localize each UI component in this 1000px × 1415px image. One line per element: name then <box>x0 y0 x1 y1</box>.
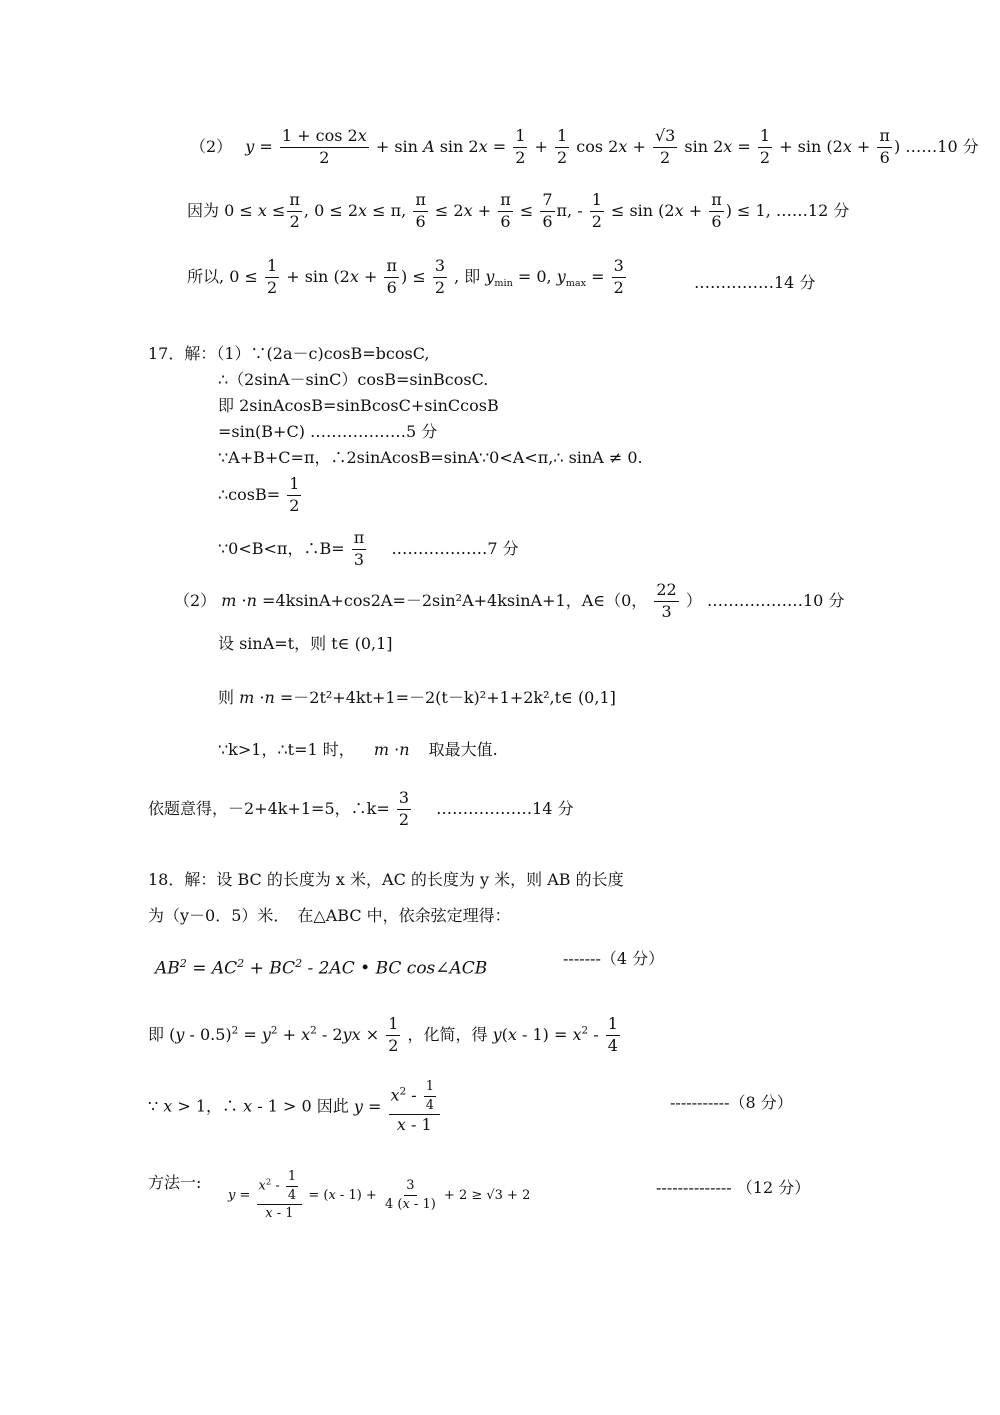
p17-let-t: 设 sinA=t，则 t∈ <box>218 634 350 653</box>
formula-range-x: 0 ≤ x ≤ $\frac{\pi}{2}$ , 0 ≤ 2x ≤ π, $\frac{\pi}{6}$ ≤ 2x + $\frac{\pi}{6}$ ≤ $\frac{7}{6}$ π, - $\frac{1}{2}$ ≤ sin (2x + $\frac{\pi}{6}$ ) ≤ 1, <box>224 190 776 231</box>
p16-part-label: （2） <box>190 136 233 156</box>
p18-method-one-label: 方法一: <box>148 1173 202 1192</box>
p18-line-2: 为（y－0．5）米． 在△ABC 中，依余弦定理得： <box>148 906 511 925</box>
formula-m-dot-n: m <box>221 590 237 610</box>
formula-m-dot-n-3: m ·n <box>373 740 410 759</box>
p17-cosb-label: ∴cosB= <box>218 484 281 504</box>
formula-three-halves: $\frac{3}{2}$ <box>398 788 410 829</box>
p18-namely: 即 <box>148 1024 165 1044</box>
p16-line-1 <box>190 128 979 167</box>
formula-interval-1: (0,1] <box>354 634 393 653</box>
formula-y-def: y = $\frac{1 + \cos 2x}{2}$ + sin A sin 2x = $\frac{1}{2}$ + $\frac{1}{2}$ cos 2x + $\frac{√3}{2}$ sin 2x = $\frac{1}{2}$ + sin (2x + $\frac{\pi}{6}$ ) <box>245 126 906 167</box>
formula-one-half: $\frac{1}{2}$ <box>289 474 300 515</box>
p16-score-12: ……12 分 <box>775 200 850 220</box>
p18-line-4 <box>148 1016 622 1055</box>
p17-quadratic: =－2t²+4kt+1=－2(t－k)²+1+2k²,t∈ <box>279 688 573 707</box>
p17-part2-line: （2） m ·n =4ksinA+cos2A=－2sin²A+4ksinA+1，A∈（0， $\frac{22}{3}$ ） ………………10 分 <box>174 580 845 621</box>
p17-heading: 17．解：（1）∵(2a－c)cosB=bcosC, <box>148 344 430 363</box>
p17-k-gt-1: ∵k>1，∴t=1 时， <box>218 740 355 759</box>
formula-pi-over-3: $\frac{\pi}{3}$ <box>353 528 365 569</box>
p18-simplify: ，化简，得 <box>407 1024 488 1044</box>
p17-score-14: ………………14 分 <box>436 798 574 818</box>
p17-line-3: 即 2sinAcosB=sinBcosC+sinCcosB <box>218 396 499 415</box>
p16-namely: , 即 <box>454 266 481 286</box>
formula-y-range: 0 ≤ $\frac{1}{2}$ + sin (2x + $\frac{\pi}{6}$ ) ≤ $\frac{3}{2}$ <box>229 256 445 297</box>
formula-method-one: y = $x^2$ - $\frac{1}{4}$ x - 1 = (x - 1) + $\frac{3}{4 (x - 1)}$ + 2 ≥ √3 + 2 <box>228 1169 531 1222</box>
p17-line-5: ∵A+B+C=π，∴2sinAcosB=sinA∵0<A<π,∴ sinA ≠ 0. <box>218 448 643 467</box>
p17-part2-label: （2） <box>174 590 217 610</box>
p17-b-label: ∵0<B<π，∴B= <box>218 538 345 558</box>
p17-line-4: =sin(B+C) ………………5 分 <box>218 422 438 441</box>
p17-line-6 <box>218 476 303 515</box>
p18-hence: 因此 <box>316 1096 349 1116</box>
p18-score-12: -------------- （12 分） <box>656 1178 811 1197</box>
p16-therefore: 所以, <box>187 266 225 286</box>
p17-solve-k: 依题意得，－2+4k+1=5，∴k= <box>148 798 390 818</box>
p17-then: 则 <box>218 688 235 707</box>
p17-line-9 <box>218 636 393 652</box>
p18-line-5 <box>148 1080 442 1134</box>
formula-22-over-3: $\frac{22}{3}$ <box>656 580 677 621</box>
p17-part2-expr: =4ksinA+cos2A=－2sin²A+4ksinA+1，A∈（0， <box>262 590 648 610</box>
p16-line-2 <box>187 192 849 231</box>
p18-score-8: -----------（8 分） <box>670 1093 793 1112</box>
p16-score-14: ……………14 分 <box>694 273 816 292</box>
formula-y-min-max: $y_{min} = 0$, $y_{max}$ = $\frac{3}{2}$ <box>485 256 624 297</box>
p17-score-10: ………………10 分 <box>706 590 845 610</box>
formula-cosine-law: $AB^2 = AC^2 + BC^2 - 2AC$ • BC cos∠ACB <box>155 957 488 979</box>
p17-max-value: 取最大值. <box>428 740 498 759</box>
p17-line-11 <box>218 742 498 758</box>
formula-interval-2: (0,1] <box>577 688 616 707</box>
formula-simplified: $y(x - 1) = x^2$ - $\frac{1}{4}$ <box>492 1014 618 1055</box>
p17-line-12 <box>148 790 574 829</box>
p17-part2-close: ） <box>685 590 702 610</box>
p17-line-2: ∴（2sinA－sinC）cosB=sinBcosC. <box>218 370 489 389</box>
p17-line-10 <box>218 690 616 706</box>
p16-line-3 <box>187 258 628 297</box>
formula-expanded: $(y - 0.5)^2 = y^2 + x^2 - 2yx$ × $\frac{1}{2}$ <box>169 1014 399 1055</box>
p18-line-1: 18．解：设 BC 的长度为 x 米，AC 的长度为 y 米，则 AB 的长度 <box>148 870 624 889</box>
formula-m-dot-n-2: m ·n <box>239 688 275 707</box>
p18-score-4: -------（4 分） <box>563 949 665 968</box>
p16-because: 因为 <box>187 200 220 220</box>
p17-score-7: ………………7 分 <box>391 538 519 558</box>
formula-y-expression: y = $x^2$ - $\frac{1}{4}$ x - 1 <box>354 1097 442 1116</box>
p17-line-7 <box>218 530 519 569</box>
formula-x-gt-1: ∵ x > 1，∴ x - 1 > 0 <box>148 1096 312 1116</box>
p16-score-10: ……10 分 <box>905 136 979 156</box>
